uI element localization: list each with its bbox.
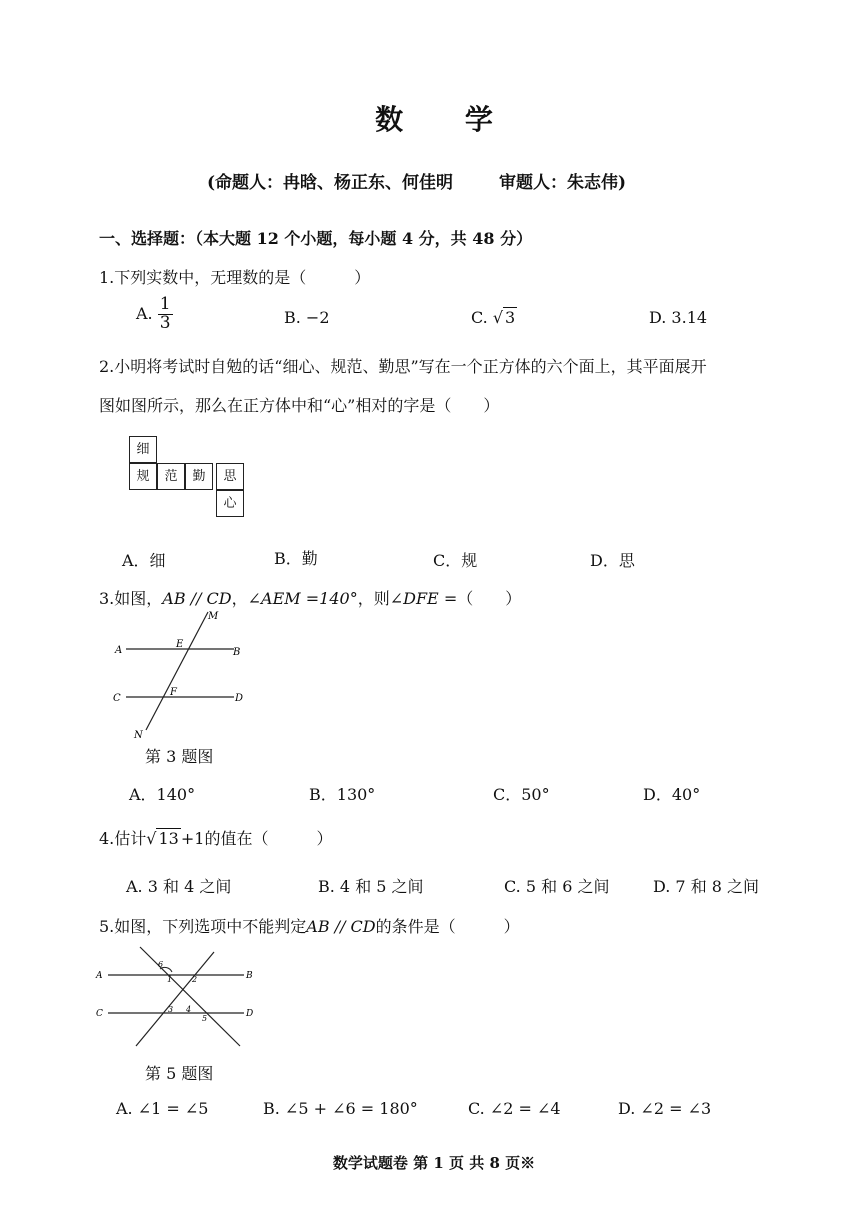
authors-line [207,168,626,193]
section-heading: 一、选择题：（本大题 12 个小题，每小题 4 分，共 48 分） [99,229,533,248]
sqrt-radicand: 3 [505,308,516,327]
q2-stem-line1: 2.小明将考试时自勉的话“细心、规范、勤思”写在一个正方体的六个面上，其平面展开 [99,357,707,376]
q5-stem-prefix: 5.如图，下列选项中不能判定 [99,917,307,936]
q1-option-b: B. −2 [284,308,330,327]
q2-option-d: D．思 [590,551,635,570]
fraction-denominator: 3 [159,312,171,333]
page-title: 数 学 [375,103,519,136]
q3-parallel-lines-figure [110,606,260,740]
label-angle-1: 1 [167,975,173,984]
q1-option-c: C. √ 3 [471,308,516,327]
label-f: F [170,687,177,698]
fraction [158,296,173,333]
label-n: N [134,730,143,740]
fraction-numerator: 1 [159,294,171,314]
q3-option-d: D．40° [643,785,701,804]
label-d: D [246,1009,254,1019]
q3-option-c: C．50° [493,785,550,804]
q2-stem-line2: 图如图所示，那么在正方体中和“心”相对的字是（ ） [99,396,500,415]
q3-stem-sep: ，则 [357,589,390,608]
q4-stem-plus: +1 [180,829,205,848]
reviewer-text: 审题人：朱志伟) [499,173,627,193]
q5-parallel-lines-figure [94,944,260,1050]
q3-stem-sep: ， [231,589,248,608]
q1-option-a [136,296,173,333]
q5-stem [99,914,520,937]
q5-stem-math: AB // CD [306,917,376,936]
label-b: B [233,647,241,658]
q4-stem: 4.估计√ 13 +1的值在（ ） [99,829,333,848]
q2-option-a: A．细 [122,551,166,570]
label-e: E [176,639,184,650]
transversal-1 [140,947,240,1046]
label-a: A [115,645,123,656]
label-c: C [96,1009,103,1019]
label-angle-2: 2 [192,975,198,984]
net-cell: 细 [129,436,157,463]
setters-text: (命题人：冉晗、杨正东、何佳明 [207,173,454,193]
q5-option-b: B. ∠5 + ∠6 = 180° [263,1099,418,1118]
label-a: A [96,971,103,981]
q3-stem-math: ∠DFE = [389,589,458,608]
net-cell: 心 [216,490,244,517]
net-cell: 范 [157,463,185,490]
q1-option-a-label: A. [136,303,153,323]
q4-option-b: B. 4 和 5 之间 [318,877,424,896]
q1-option-c-label: C. [471,308,488,327]
line-mn [146,612,208,730]
q3-stem-prefix: 3.如图， [99,589,163,608]
page-footer: 数学试题卷 第 1 页 共 8 页※ [332,1154,536,1172]
transversal-2 [136,952,214,1046]
q4-option-a: A. 3 和 4 之间 [126,877,232,896]
q5-stem-suffix: 的条件是（ ） [375,917,520,936]
q3-option-b: B．130° [309,785,376,804]
label-b: B [246,971,253,981]
q3-stem-suffix: （ ） [457,589,522,608]
label-angle-6: 6 [158,960,164,969]
cube-net-figure [129,436,247,520]
label-c: C [113,693,121,704]
q4-option-d: D. 7 和 8 之间 [653,877,760,896]
q1-stem: 1.下列实数中，无理数的是（ ） [99,268,371,287]
label-angle-4: 4 [186,1005,192,1014]
q5-option-d: D. ∠2 = ∠3 [618,1099,712,1118]
label-d: D [235,693,244,704]
net-cell: 规 [129,463,157,490]
q5-figure-caption: 第 5 题图 [145,1064,214,1083]
q5-option-c: C. ∠2 = ∠4 [468,1099,561,1118]
net-cell: 勤 [185,463,213,490]
label-angle-3: 3 [168,1005,174,1014]
q3-stem-math: ∠AEM =140° [247,589,358,608]
q2-option-c: C．规 [433,551,478,570]
label-m: M [208,611,219,622]
sqrt-radicand: 13 [158,829,179,848]
q4-option-c: C. 5 和 6 之间 [504,877,610,896]
q4-stem-prefix: 4.估计 [99,829,147,848]
net-cell: 思 [216,463,244,490]
q1-option-d: D. 3.14 [649,308,708,327]
q3-stem-math: AB // CD [162,589,232,608]
q3-option-a: A．140° [129,785,196,804]
q4-stem-suffix: 的值在（ ） [204,829,333,848]
q2-option-b: B．勤 [274,549,318,568]
q5-option-a: A. ∠1 = ∠5 [116,1099,209,1118]
label-angle-5: 5 [202,1014,208,1023]
q3-figure-caption: 第 3 题图 [145,747,214,766]
